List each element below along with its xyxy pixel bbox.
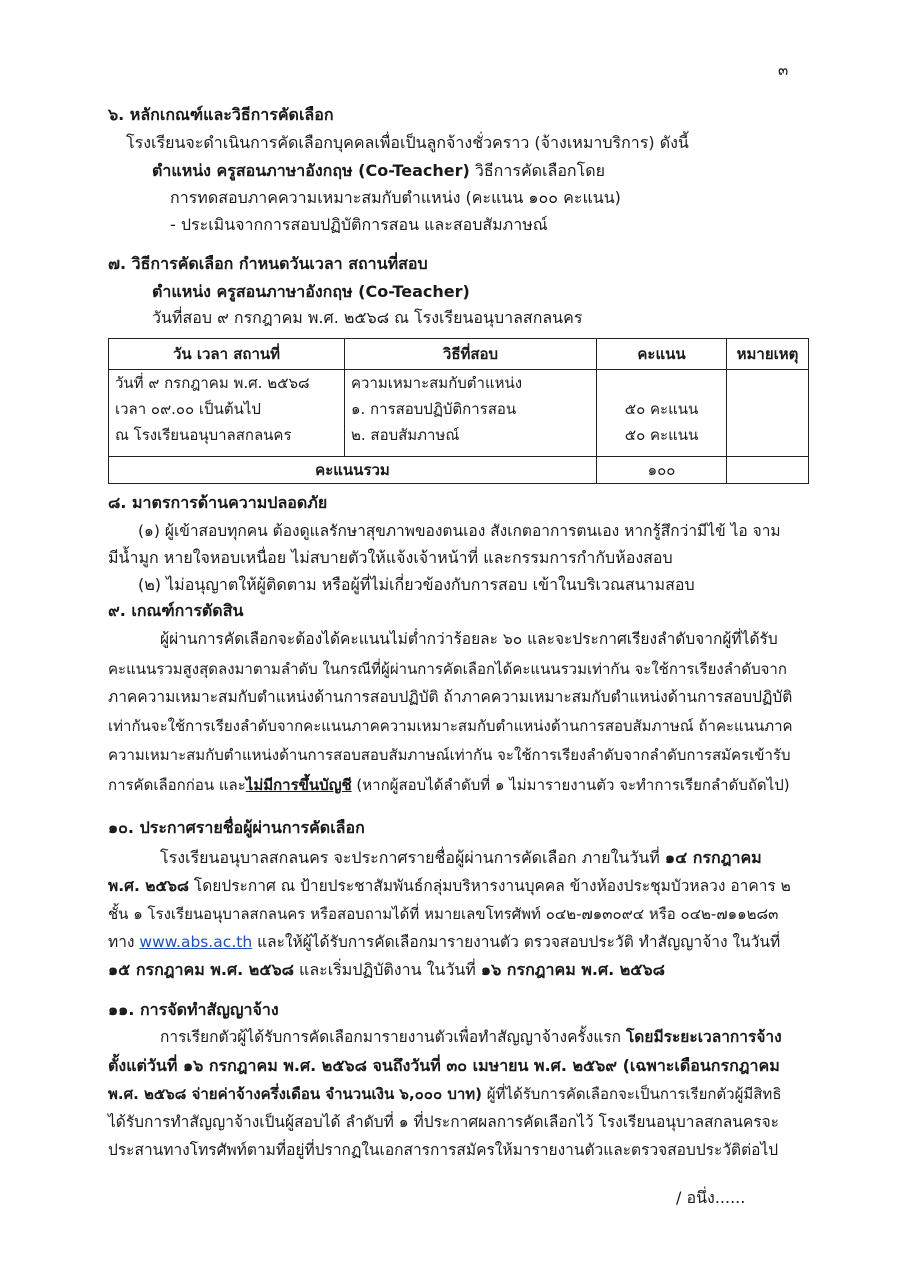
text-span: และเริ่มปฏิบัติงาน ในวันที่ — [293, 960, 481, 979]
text-span: โดยประกาศ ณ ป้ายประชาสัมพันธ์กลุ่มบริหารงานบุคคล ข้างห้องประชุมบัวหลวง อาคาร ๒ — [188, 877, 791, 895]
section-10-line4 — [108, 932, 780, 952]
section-7-heading: ๗. วิธีการคัดเลือก กำหนดวันเวลา สถานที่สอบ — [108, 254, 428, 273]
table-header: หมายเหตุ — [727, 339, 809, 370]
section-10-line2 — [108, 876, 791, 896]
section-6-test: การทดสอบภาคความเหมาะสมกับตำแหน่ง (คะแนน ๑๐๐ คะแนน) — [170, 188, 621, 207]
cell-line: เวลา ๐๙.๐๐ เป็นต้นไป — [115, 400, 261, 418]
section-11-line4: ได้รับการทำสัญญาจ้างเป็นผู้สอบได้ ลำดับที่ ๑ ที่ประกาศผลการคัดเลือกไว้ โรงเรียนอนุบาลสกลนครจะ — [108, 1113, 780, 1131]
selection-table — [108, 338, 809, 484]
section-7-date: วันที่สอบ ๙ กรกฎาคม พ.ศ. ๒๕๖๘ ณ โรงเรียนอนุบาลสกลนคร — [152, 308, 583, 327]
cell-line: ๕๐ คะแนน — [624, 426, 699, 444]
section-11-line1 — [160, 1027, 782, 1047]
section-10-line3: ชั้น ๑ โรงเรียนอนุบาลสกลนคร หรือสอบถามได้ที่ หมายเลขโทรศัพท์ ๐๔๒-๗๑๓๐๙๔ หรือ ๐๔๒-๗๑๑๒๘๓ — [108, 905, 779, 923]
section-8-heading: ๘. มาตรการด้านความปลอดภัย — [108, 493, 328, 512]
cell-line: วันที่ ๙ กรกฎาคม พ.ศ. ๒๕๖๘ — [115, 374, 310, 392]
section-9-heading: ๙. เกณฑ์การตัดสิน — [108, 601, 244, 620]
table-total-row — [109, 457, 809, 484]
continuation-note: / อนึ่ง...... — [676, 1188, 746, 1207]
total-remark — [727, 457, 809, 484]
page-number: ๓ — [778, 61, 789, 79]
pay-emphasis: พ.ศ. ๒๕๖๘ จ่ายค่าจ้างครึ่งเดือน จำนวนเงิน ๖,๐๐๐ บาท) — [108, 1085, 483, 1103]
section-11-heading: ๑๑. การจัดทำสัญญาจ้าง — [108, 1000, 279, 1019]
table-header: วิธีที่สอบ — [345, 339, 597, 370]
total-label: คะแนนรวม — [109, 457, 597, 484]
cell-line: ๑. การสอบปฏิบัติการสอน — [351, 400, 517, 418]
section-9-line3: ภาคความเหมาะสมกับตำแหน่งด้านการสอบปฏิบัติ ถ้าภาคความเหมาะสมกับตำแหน่งด้านการสอบปฏิบัติ — [108, 688, 793, 706]
text-span: การคัดเลือกก่อน และ — [108, 776, 246, 794]
table-header: คะแนน — [597, 339, 727, 370]
text-span: โรงเรียนอนุบาลสกลนคร จะประกาศรายชื่อผู้ผ่านการคัดเลือก ภายในวันที่ — [160, 848, 665, 867]
no-list-emphasis: ไม่มีการขึ้นบัญชี — [245, 776, 352, 794]
position-label: ตำแหน่ง ครูสอนภาษาอังกฤษ (Co-Teacher) — [152, 161, 470, 180]
website-link[interactable]: www.abs.ac.th — [139, 933, 253, 951]
section-8-p1b: มีน้ำมูก หายใจหอบเหนื่อย ไม่สบายตัวให้แจ้งเจ้าหน้าที่ และกรรมการกำกับห้องสอบ — [108, 548, 673, 567]
text-span: ทาง — [108, 933, 140, 951]
section-9-line6 — [108, 775, 790, 795]
section-6-position — [152, 161, 605, 181]
cell-line: ณ โรงเรียนอนุบาลสกลนคร — [115, 426, 292, 444]
text-span: ผู้ที่ได้รับการคัดเลือกจะเป็นการเรียกตัวผู้มีสิทธิ — [482, 1085, 782, 1103]
section-7-position: ตำแหน่ง ครูสอนภาษาอังกฤษ (Co-Teacher) — [152, 282, 470, 301]
section-10-line1 — [160, 848, 762, 868]
date-emphasis: พ.ศ. ๒๕๖๘ — [108, 877, 189, 895]
section-6-assess: - ประเมินจากการสอบปฏิบัติการสอน และสอบสัมภาษณ์ — [170, 215, 548, 234]
text-span: การเรียกตัวผู้ได้รับการคัดเลือกมารายงานตัวเพื่อทำสัญญาจ้างครั้งแรก — [160, 1028, 626, 1046]
section-9-line4: เท่ากันจะใช้การเรียงลำดับจากคะแนนภาคความเหมาะสมกับตำแหน่งด้านการสอบสัมภาษณ์ ถ้าคะแนนภาค — [108, 717, 793, 735]
table-row — [109, 370, 809, 457]
total-value: ๑๐๐ — [597, 457, 727, 484]
date-emphasis: ๑๖ กรกฎาคม พ.ศ. ๒๕๖๘ — [480, 960, 665, 979]
section-8-p1a: (๑) ผู้เข้าสอบทุกคน ต้องดูแลรักษาสุขภาพของตนเอง สังเกตอาการตนเอง หากรู้สึกว่ามีไข้ ไอ จาม — [138, 522, 781, 540]
section-9-line1: ผู้ผ่านการคัดเลือกจะต้องได้คะแนนไม่ต่ำกว่าร้อยละ ๖๐ และจะประกาศเรียงลำดับจากผู้ที่ได้รับ — [160, 630, 778, 648]
cell-line — [603, 370, 720, 396]
date-emphasis: ๑๔ กรกฎาคม — [664, 848, 762, 867]
table-header-row — [109, 339, 809, 370]
section-10-heading: ๑๐. ประกาศรายชื่อผู้ผ่านการคัดเลือก — [108, 818, 365, 837]
text-span: และให้ผู้ได้รับการคัดเลือกมารายงานตัว ตรวจสอบประวัติ ทำสัญญาจ้าง ในวันที่ — [252, 933, 781, 951]
section-9-line5: ความเหมาะสมกับตำแหน่งด้านการสอบสอบสัมภาษณ์เท่ากัน จะใช้การเรียงลำดับจากลำดับการสมัครเข้ารับ — [108, 746, 791, 764]
date-emphasis: ๑๕ กรกฎาคม พ.ศ. ๒๕๖๘ — [108, 960, 294, 979]
table-cell-datetime — [109, 370, 345, 457]
position-rest: วิธีการคัดเลือกโดย — [469, 161, 605, 180]
table-header: วัน เวลา สถานที่ — [109, 339, 345, 370]
cell-line: ๒. สอบสัมภาษณ์ — [351, 426, 460, 444]
section-11-line3 — [108, 1084, 781, 1104]
section-6-intro: โรงเรียนจะดำเนินการคัดเลือกบุคคลเพื่อเป็นลูกจ้างชั่วคราว (จ้างเหมาบริการ) ดังนี้ — [126, 133, 689, 152]
section-11-line2: ตั้งแต่วันที่ ๑๖ กรกฎาคม พ.ศ. ๒๕๖๘ จนถึงวันที่ ๓๐ เมษายน พ.ศ. ๒๕๖๙ (เฉพาะเดือนกรกฎาคม — [108, 1056, 780, 1075]
section-6-heading: ๖. หลักเกณฑ์และวิธีการคัดเลือก — [108, 105, 334, 124]
period-emphasis: โดยมีระยะเวลาการจ้าง — [625, 1028, 782, 1046]
table-cell-remark — [727, 370, 809, 457]
cell-line: ๕๐ คะแนน — [624, 400, 699, 418]
section-8-p2: (๒) ไม่อนุญาตให้ผู้ติดตาม หรือผู้ที่ไม่เกี่ยวข้องกับการสอบ เข้าในบริเวณสนามสอบ — [138, 575, 695, 594]
table-cell-method — [345, 370, 597, 457]
table-cell-score — [597, 370, 727, 457]
section-9-line2: คะแนนรวมสูงสุดลงมาตามลำดับ ในกรณีที่ผู้ผ่านการคัดเลือกได้คะแนนรวมเท่ากัน จะใช้การเรียงลำดับจาก — [108, 660, 787, 678]
cell-line: ความเหมาะสมกับตำแหน่ง — [351, 374, 523, 392]
section-10-line5 — [108, 960, 665, 980]
text-span: (หากผู้สอบได้ลำดับที่ ๑ ไม่มารายงานตัว จะทำการเรียกลำดับถัดไป) — [351, 776, 790, 794]
section-11-line5: ประสานทางโทรศัพท์ตามที่อยู่ที่ปรากฏในเอกสารการสมัครให้มารายงานตัวและตรวจสอบประวัติต่อไป — [108, 1141, 779, 1159]
